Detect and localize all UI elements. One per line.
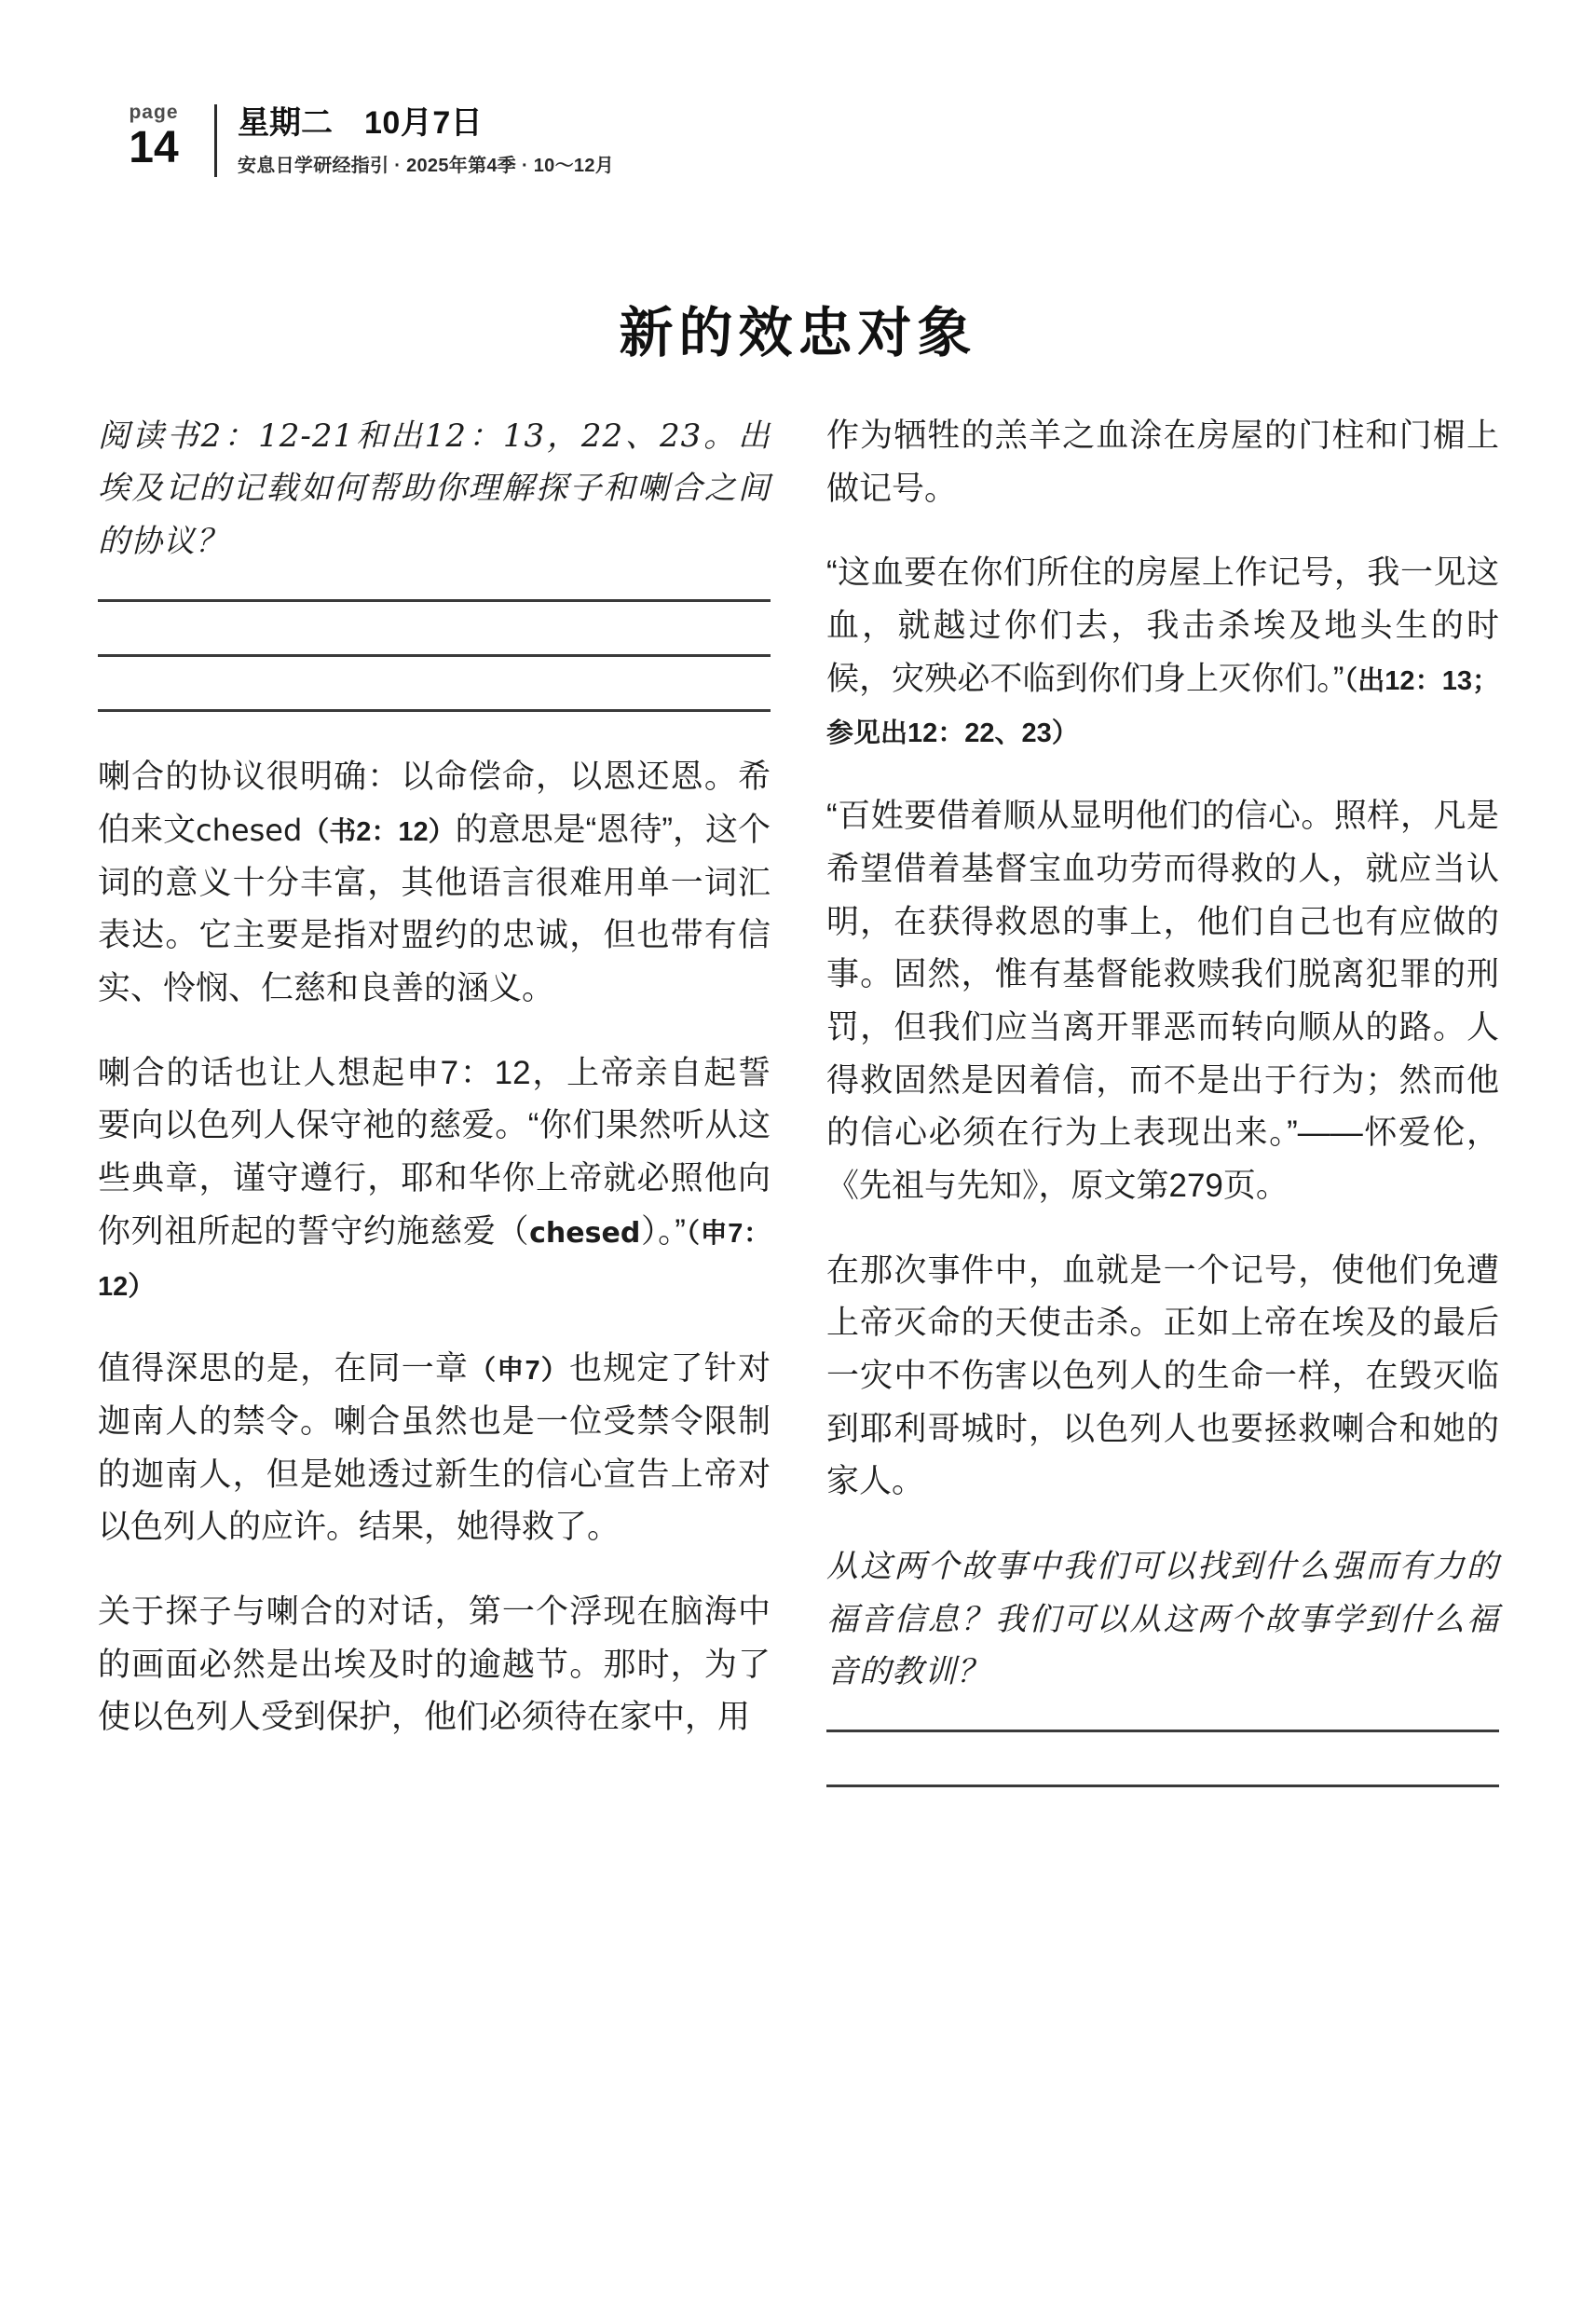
study-question-2: 从这两个故事中我们可以找到什么强而有力的福音信息？我们可以从这两个故事学到什么福音的教训？ xyxy=(826,1548,1499,1690)
weekday-label: 星期二 xyxy=(238,105,333,141)
scripture-ref: （书2：12） xyxy=(302,817,456,847)
answer-line[interactable] xyxy=(826,1730,1499,1732)
answer-line[interactable] xyxy=(826,1785,1499,1787)
answer-line[interactable] xyxy=(98,654,771,657)
header-divider xyxy=(214,104,217,177)
paragraph-right-2 xyxy=(826,547,1499,759)
text-run: 也规定了针对迦南人的禁令。喇合虽然也是一位受禁令限制的迦南人，但是她透过新生的信心宣告上帝对以色列人的应许。结果，她得救了。 xyxy=(98,1350,771,1546)
page-header xyxy=(102,101,614,177)
study-question-1: 阅读书2：12-21和出12：13，22、23。出埃及记的记载如何帮助你理解探子和喇合之间的协议？ xyxy=(98,417,771,560)
paragraph-right-3: “百姓要借着顺从显明他们的信心。照样，凡是希望借着基督宝血功劳而得救的人，就应当认明，在获得救恩的事上，他们自己也有应做的事。固然，惟有基督能救赎我们脱离犯罪的刑罚，但我们应当离开罪恶而转向顺从的路。人得救固然是因着信，而不是出于行为；然而他的信心必须在行为上表现出来。”——怀爱伦，《先祖与先知》，原文第279页。 xyxy=(826,798,1499,1204)
header-date-line xyxy=(238,106,614,141)
text-run: “这血要在你们所住的房屋上作记号，我一见这血，就越过你们去，我击杀埃及地头生的时候，灾殃必不临到你们身上灭你们。” xyxy=(826,554,1499,697)
paragraph-left-3 xyxy=(98,1343,771,1554)
scripture-ref: （申7：12） xyxy=(98,1218,771,1302)
page-title: 新的效忠对象 xyxy=(619,301,977,364)
paragraph-left-2 xyxy=(98,1047,771,1311)
text-run: 喇合的话也让人想起申7：12，上帝亲自起誓要向以色列人保守祂的慈爱。“你们果然听从这些典章，谨守遵行，耶和华你上帝就必照他向你列祖所起的誓守约施慈爱（ xyxy=(98,1054,771,1250)
page-number-block xyxy=(102,101,205,171)
text-run: ）。” xyxy=(640,1212,686,1250)
hebrew-term: chesed xyxy=(196,813,303,848)
paragraph-left-4: 关于探子与喇合的对话，第一个浮现在脑海中的画面必然是出埃及时的逾越节。那时，为了使以色列人受到保护，他们必须待在家中，用 xyxy=(98,1593,771,1736)
right-column xyxy=(826,410,1499,1826)
date-label: 10月7日 xyxy=(364,105,484,141)
hebrew-term: chesed xyxy=(529,1216,641,1250)
paragraph-right-4: 在那次事件中，血就是一个记号，使他们免遭上帝灭命的天使击杀。正如上帝在埃及的最后一灾中不伤害以色列人的生命一样，在毁灭临到耶利哥城时，以色列人也要拯救喇合和她的家人。 xyxy=(826,1251,1499,1500)
answer-line[interactable] xyxy=(98,709,771,712)
scripture-ref: （申7） xyxy=(469,1356,570,1387)
paragraph-right-1: 作为牺牲的羔羊之血涂在房屋的门柱和门楣上做记号。 xyxy=(826,417,1499,507)
header-text xyxy=(238,101,614,177)
header-subtitle: 安息日学研经指引 · 2025年第4季 · 10～12月 xyxy=(238,156,615,177)
paragraph-left-1 xyxy=(98,751,771,1015)
scripture-ref: （出12：13；参见出12：22、23） xyxy=(826,665,1499,749)
text-run: 的意思是“恩待”，这个词的意义十分丰富，其他语言很难用单一词汇表达。它主要是指对盟约的忠诚，但也带有信实、怜悯、仁慈和良善的涵义。 xyxy=(98,812,771,1007)
answer-lines-right xyxy=(826,1730,1499,1787)
text-run: 值得深思的是，在同一章 xyxy=(98,1350,470,1388)
content-columns xyxy=(98,410,1500,1826)
answer-line[interactable] xyxy=(98,599,771,602)
answer-lines-left xyxy=(98,599,771,712)
page-number: 14 xyxy=(129,123,179,172)
left-column xyxy=(98,410,771,1826)
page-label: page xyxy=(129,102,179,123)
text-run: 喇合的协议很明确：以命偿命，以恩还恩。希伯来文 xyxy=(98,759,771,848)
